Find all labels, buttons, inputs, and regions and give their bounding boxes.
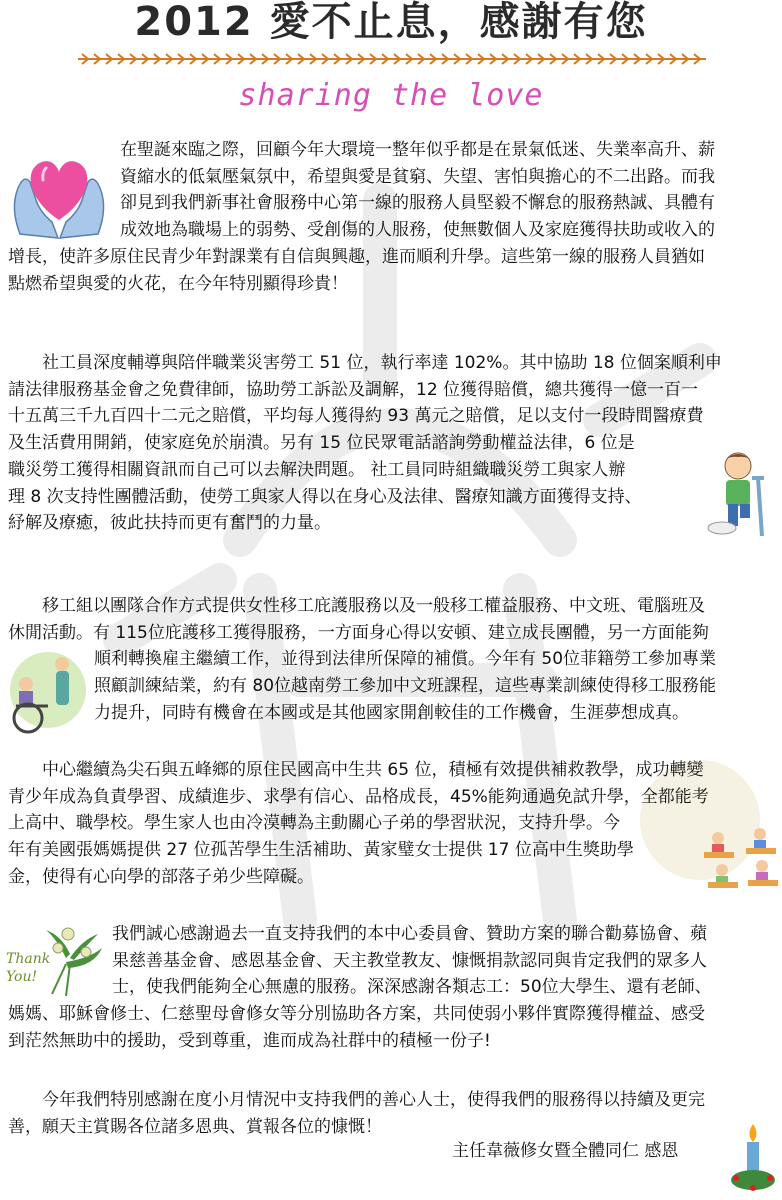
paragraph-migrant-workers	[8, 593, 776, 727]
page-title: 2012 愛不止息，感謝有您	[134, 0, 648, 45]
text-line: 照顧訓練結業，約有 80位越南勞工參加中文班課程，這些專業訓練使得移工服務能	[94, 676, 717, 697]
text-line: 及生活費用開銷，使家庭免於崩潰。另有 15 位民眾電話諮詢勞動權益法律，6 位是	[8, 433, 635, 454]
text-line: 社工員深度輔導與陪伴職業災害勞工 51 位，執行率達 102%。其中協助 18 位個案順利申	[42, 353, 722, 373]
decorative-rule	[78, 52, 706, 66]
text-line: 善，願天主賞賜各位諸多恩典、賞報各位的慷慨！	[8, 1116, 382, 1137]
text-line: 請法律服務基金會之免費律師，協助勞工訴訟及調解，12 位獲得賠償，總共獲得一億一百一	[8, 379, 699, 400]
text-line: 到茫然無助中的援助，受到尊重，進而成為社群中的積極一份子!	[8, 1030, 491, 1051]
text-line: 休閒活動。有 115位庇護移工獲得服務，一方面身心得以安頓、建立成長團體，另一方面能夠	[8, 622, 709, 643]
text-line: 今年我們特別感謝在度小月情況中支持我們的善心人士，使得我們的服務得以持續及更完	[42, 1090, 705, 1110]
text-line: 在聖誕來臨之際，回顧今年大環境一整年似乎都是在景氣低迷、失業率高升、薪	[120, 140, 715, 160]
thank-you-label: Thank You!	[6, 951, 51, 985]
text-line: 增長，使許多原住民青少年對課業有自信與興趣，進而順利升學。這些第一線的服務人員猶如	[8, 246, 705, 267]
paragraph-indigenous-students	[8, 757, 776, 891]
paragraph-thanks	[8, 921, 776, 1055]
text-line: 職災勞工獲得相關資訊而自己可以去解決問題。 社工員同時組織職災勞工與家人辦	[8, 459, 626, 480]
text-line: 移工組以團隊合作方式提供女性移工庇護服務以及一般移工權益服務、中文班、電腦班及	[42, 596, 705, 616]
paragraph-injured-workers	[8, 350, 776, 537]
advent-candle-icon	[728, 1122, 778, 1196]
text-line: 我們誠心感謝過去一直支持我們的本中心委員會、贊助方案的聯合勸募協會、蘋	[112, 924, 707, 944]
heart-hands-icon	[6, 138, 112, 246]
text-line: 力提升，同時有機會在本國或是其他國家開創較佳的工作機會，生涯夢想成真。	[94, 702, 689, 723]
text-line: 卻見到我們新事社會服務中心第一線的服務人員堅毅不懈怠的服務熱誠、具體有	[120, 193, 715, 214]
paragraph-blessing	[8, 1087, 776, 1140]
classroom-icon	[700, 820, 780, 896]
text-line: 中心繼續為尖石與五峰鄉的原住民國高中生共 65 位，積極有效提供補救教學，成功轉變	[42, 760, 704, 780]
text-line: 士，使我們能夠全心無慮的服務。深深感謝各類志工：50位大學生、還有老師、	[112, 977, 712, 998]
text-line: 點燃希望與愛的火花，在今年特別顯得珍貴！	[8, 273, 348, 294]
page-subtitle: sharing the love	[238, 78, 544, 113]
text-line: 紓解及療癒，彼此扶持而更有奮鬥的力量。	[8, 513, 331, 534]
text-line: 青少年成為負責學習、成績進步、求學有信心、品格成長，45%能夠通過免試升學，全都能考	[8, 786, 709, 807]
paragraph-intro	[8, 137, 776, 297]
text-line: 媽媽、耶穌會修士、仁慈聖母會修女等分別協助各方案，共同使弱小夥伴實際獲得權益、感受	[8, 1004, 705, 1025]
text-line: 果慈善基金會、感恩基金會、天主教堂教友、慷慨捐款認同與肯定我們的眾多人	[112, 950, 707, 971]
text-line: 順利轉換雇主繼續工作，並得到法律所保障的補償。今年有 50位菲籍勞工參加專業	[94, 649, 717, 670]
signature-line: 主任韋薇修女暨全體同仁 感恩	[452, 1141, 679, 1161]
text-line: 上高中、職學校。學生家人也由冷漠轉為主動關心子弟的學習狀況，支持升學。今	[8, 813, 620, 834]
boy-crutch-icon	[700, 448, 778, 540]
text-line: 資縮水的低氣壓氣氛中，希望與愛是貧窮、失望、害怕與擔心的不二出路。而我	[120, 166, 715, 187]
text-line: 年有美國張媽媽提供 27 位孤苦學生生活補助、黃家璧女士提供 17 位高中生獎助學	[8, 840, 634, 861]
thank-you-bouquet-icon	[6, 918, 106, 998]
text-line: 成效地為職場上的弱勢、受創傷的人服務，使無數個人及家庭獲得扶助或收入的	[120, 220, 715, 241]
wheelchair-care-icon	[4, 650, 88, 736]
text-line: 金，使得有心向學的部落子弟少些障礙。	[8, 866, 314, 887]
text-line: 理 8 次支持性團體活動，使勞工與家人得以在身心及法律、醫療知識方面獲得支持、	[8, 486, 642, 507]
text-line: 十五萬三千九百四十二元之賠償，平均每人獲得約 93 萬元之賠償，足以支付一段時間醫療費	[8, 406, 704, 427]
